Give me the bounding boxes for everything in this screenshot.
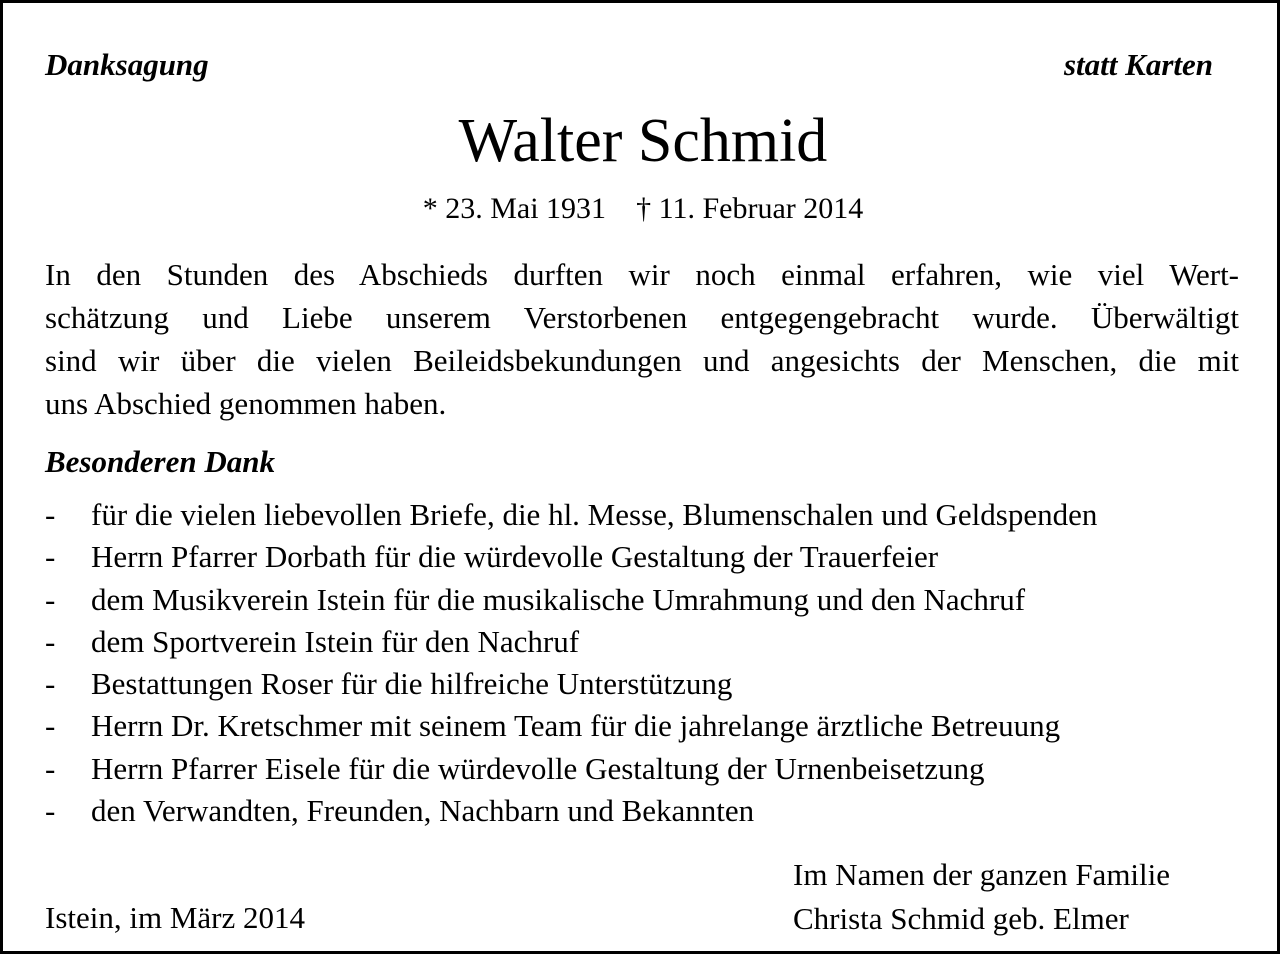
thanks-item-text: dem Musikverein Istein für die musikalische Umrahmung und den Nachruf [91, 581, 1026, 617]
thanks-item [45, 621, 1097, 663]
intro-line: sind wir über die vielen Beileidsbekundungen und angesichts der Menschen, die mit [45, 343, 1239, 378]
thanks-item-text: den Verwandten, Freunden, Nachbarn und Bekannten [91, 793, 755, 829]
family-signature [793, 853, 1170, 941]
bullet-dash: - [45, 708, 56, 744]
thanks-item [45, 705, 1097, 747]
thanks-item-text: Herrn Pfarrer Dorbath für die würdevolle Gestaltung der Trauerfeier [91, 539, 939, 575]
life-dates [3, 189, 1280, 229]
statt-karten-label: statt Karten [1063, 47, 1213, 82]
bullet-dash: - [45, 581, 56, 617]
bullet-dash: - [45, 666, 56, 702]
thanks-item [45, 579, 1097, 621]
signature-line-name: Christa Schmid geb. Elmer [793, 901, 1129, 936]
bullet-dash: - [45, 539, 56, 575]
birth-date: * 23. Mai 1931 [422, 192, 607, 225]
place-date: Istein, im März 2014 [45, 900, 306, 935]
intro-line: uns Abschied genommen haben. [45, 386, 447, 421]
thanks-item-text: dem Sportverein Istein für den Nachruf [91, 623, 580, 659]
thanks-item [45, 494, 1097, 536]
intro-line: schätzung und Liebe unserem Verstorbenen entgegengebracht wurde. Überwältigt [45, 300, 1239, 335]
thanks-item-text: Herrn Dr. Kretschmer mit seinem Team für die jahrelange ärztliche Betreuung [91, 708, 1061, 744]
thanks-item-text: für die vielen liebevollen Briefe, die hl. Messe, Blumenschalen und Geldspenden [91, 497, 1098, 532]
bullet-dash: - [45, 623, 56, 659]
thanks-item [45, 536, 1097, 578]
death-date: † 11. Februar 2014 [636, 192, 864, 225]
thanks-heading: Besonderen Dank [45, 444, 275, 479]
bullet-dash: - [45, 497, 56, 532]
thanks-item [45, 790, 1097, 832]
bullet-dash: - [45, 793, 56, 829]
notice-type-label: Danksagung [45, 47, 209, 82]
intro-paragraph [45, 253, 1239, 425]
deceased-name: Walter Schmid [458, 107, 828, 175]
thanks-item [45, 663, 1097, 705]
thanks-item-text: Herrn Pfarrer Eisele für die würdevolle Gestaltung der Urnenbeisetzung [91, 750, 985, 786]
thanks-list [45, 494, 1097, 832]
thanks-item [45, 748, 1097, 790]
intro-line: In den Stunden des Abschieds durften wir noch einmal erfahren, wie viel Wert- [45, 257, 1239, 292]
bullet-dash: - [45, 750, 56, 786]
thanks-item-text: Bestattungen Roser für die hilfreiche Unterstützung [91, 666, 733, 702]
signature-line-family: Im Namen der ganzen Familie [793, 857, 1171, 892]
